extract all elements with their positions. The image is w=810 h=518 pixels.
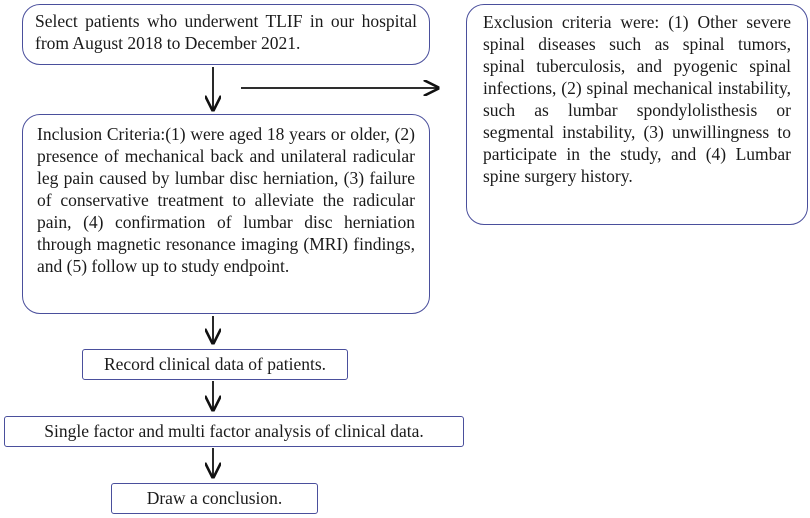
analysis-box [4, 416, 464, 447]
analysis-text: Single factor and multi factor analysis of clinical data. [44, 421, 424, 441]
record-data-box [82, 349, 348, 380]
conclusion-box [111, 483, 318, 514]
select-patients-text: Select patients who underwent TLIF in our hospital from August 2018 to December 2021. [35, 11, 417, 53]
exclusion-criteria-box [466, 4, 808, 225]
conclusion-text: Draw a conclusion. [146, 488, 283, 508]
inclusion-criteria-box [22, 114, 430, 314]
record-data-text: Record clinical data of patients. [103, 354, 327, 374]
exclusion-criteria-text: Exclusion criteria were: (1) Other severe spinal diseases such as spinal tumors, spinal tuberculosis, and pyogenic spinal infections, (2) spinal mechanical instability, such as lumbar spondylolisthesis or segmental instability, (3) unwillingness to participate in the study, and (4) Lumbar spine surgery history. [483, 12, 791, 186]
inclusion-criteria-text: Inclusion Criteria:(1) were aged 18 years or older, (2) presence of mechanical back and unilateral radicular leg pain caused by lumbar disc herniation, (3) failure of conservative treatment to alleviate the radicular pain, (4) confirmation of lumbar disc herniation through magnetic resonance imaging (MRI) findings, and (5) follow up to study endpoint. [37, 124, 415, 276]
select-patients-box [22, 4, 430, 65]
